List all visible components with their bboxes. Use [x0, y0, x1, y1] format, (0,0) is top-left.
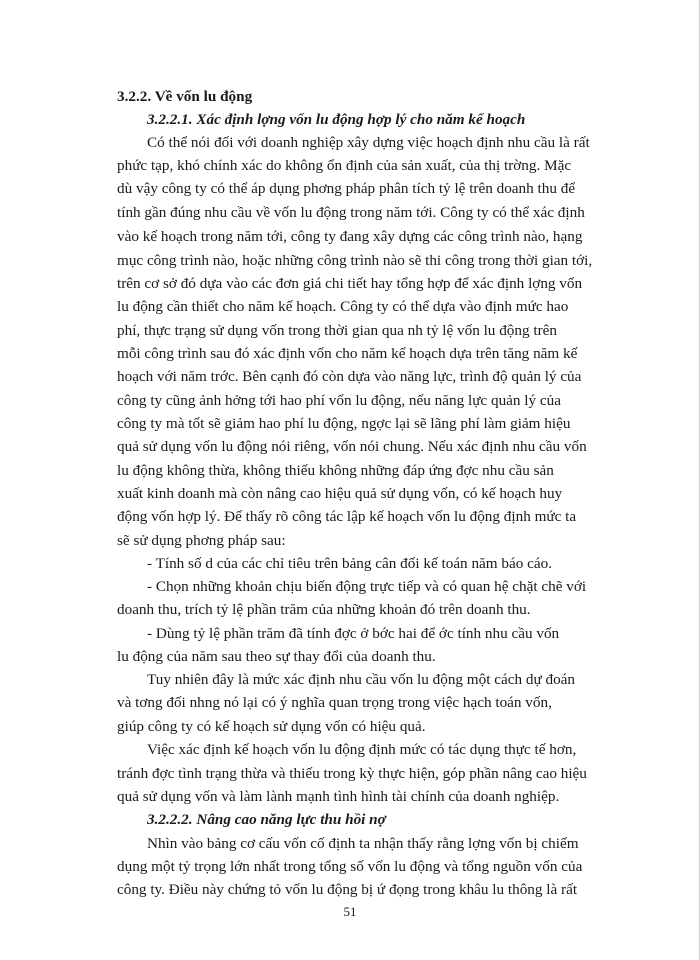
text-line: công ty. Điều này chứng tỏ vốn lu động bị ứ đọng trong khâu lu thông là rất [117, 881, 578, 898]
text-line: Việc xác định kế hoạch vốn lu động định mức có tác dụng thực tế hơn, [147, 741, 577, 758]
text-line: sẽ sử dụng phơng pháp sau: [117, 532, 286, 549]
text-line: phí, thực trạng sử dụng vốn trong thời gian qua nh tỷ lệ vốn lu động trên [117, 322, 557, 339]
text-line: công ty cũng ảnh hởng tới hao phí vốn lu động, nếu năng lực quản lý của [117, 392, 561, 409]
text-line: tính gần đúng nhu cầu về vốn lu động trong năm tới. Công ty có thể xác định [117, 204, 585, 221]
text-line: vào kế hoạch trong năm tới, công ty đang xây dựng các công trình nào, hạng [117, 228, 583, 245]
text-line: Có thể nói đối với doanh nghiệp xây dựng việc hoạch định nhu cầu là rất [147, 134, 590, 151]
section-heading: 3.2.2. Về vốn lu động [117, 88, 253, 105]
text-line: phức tạp, khó chính xác do không ổn định của sản xuất, của thị trờng. Mặc [117, 157, 572, 174]
text-line: quả sử dụng vốn lu động nói riêng, vốn nói chung. Nếu xác định nhu cầu vốn [117, 438, 587, 455]
subheading: 3.2.2.1. Xác định lợng vốn lu động hợp lý cho năm kế hoạch [147, 111, 526, 128]
list-item: - Chọn những khoản chịu biến động trực tiếp và có quan hệ chặt chẽ với [147, 578, 587, 595]
list-item: - Tính số d của các chỉ tiêu trên bảng cân đối kế toán năm báo cáo. [147, 555, 552, 572]
text-line: lu động không thừa, không thiếu không những đáp ứng đợc nhu cầu sản [117, 462, 554, 479]
text-line: mục công trình nào, hoặc những công trình nào sẽ thi công trong thời gian tới, [117, 252, 593, 269]
text-line: Tuy nhiên đây là mức xác định nhu cầu vốn lu động một cách dự đoán [147, 671, 575, 688]
text-line: xuất kinh doanh mà còn nâng cao hiệu quả sử dụng vốn, có kế hoạch huy [117, 485, 563, 502]
text-line: quả sử dụng vốn và làm lành mạnh tình hình tài chính của doanh nghiệp. [117, 788, 560, 805]
text-line: trên cơ sở đó dựa vào các đơn giá chi tiết hay tổng hợp để xác định lợng vốn [117, 275, 583, 292]
list-item: - Dùng tỷ lệ phần trăm đã tính đợc ở bớc hai để ớc tính nhu cầu vốn [147, 625, 560, 642]
text-line: dụng một tỷ trọng lớn nhất trong tổng số vốn lu động và tổng nguồn vốn của [117, 858, 583, 875]
text-line: dù vậy công ty có thể áp dụng phơng pháp phân tích tỷ lệ trên doanh thu để [117, 180, 576, 197]
text-line: công ty mà tốt sẽ giảm hao phí lu động, ngợc lại sẽ lãng phí làm giảm hiệu [117, 415, 571, 432]
text-line: hoạch với năm trớc. Bên cạnh đó còn dựa vào năng lực, trình độ quản lý của [117, 368, 582, 385]
text-line: lu động cần thiết cho năm kế hoạch. Công ty có thể dựa vào định mức hao [117, 298, 569, 315]
text-line: giúp công ty có kế hoạch sử dụng vốn có hiệu quả. [117, 718, 426, 735]
page-number: 51 [343, 904, 357, 919]
text-line: Nhìn vào bảng cơ cấu vốn cố định ta nhận thấy rằng lợng vốn bị chiếm [147, 835, 579, 852]
text-line: mỗi công trình sau đó xác định vốn cho năm kế hoạch dựa trên tăng năm kế [117, 345, 578, 362]
text-line: doanh thu, trích tỷ lệ phần trăm của những khoản đó trên doanh thu. [117, 601, 531, 618]
text-line: động vốn hợp lý. Để thấy rõ công tác lập kế hoạch vốn lu động định mức ta [117, 508, 577, 525]
text-line: và tơng đối nhng nó lại có ý nghĩa quan trọng trong việc hạch toán vốn, [117, 694, 552, 711]
text-line: lu động của năm sau theo sự thay đổi của doanh thu. [117, 648, 436, 665]
text-line: tránh đợc tình trạng thừa và thiếu trong kỳ thực hiện, góp phần nâng cao hiệu [117, 765, 587, 782]
subheading: 3.2.2.2. Nâng cao năng lực thu hồi nợ [147, 811, 386, 828]
